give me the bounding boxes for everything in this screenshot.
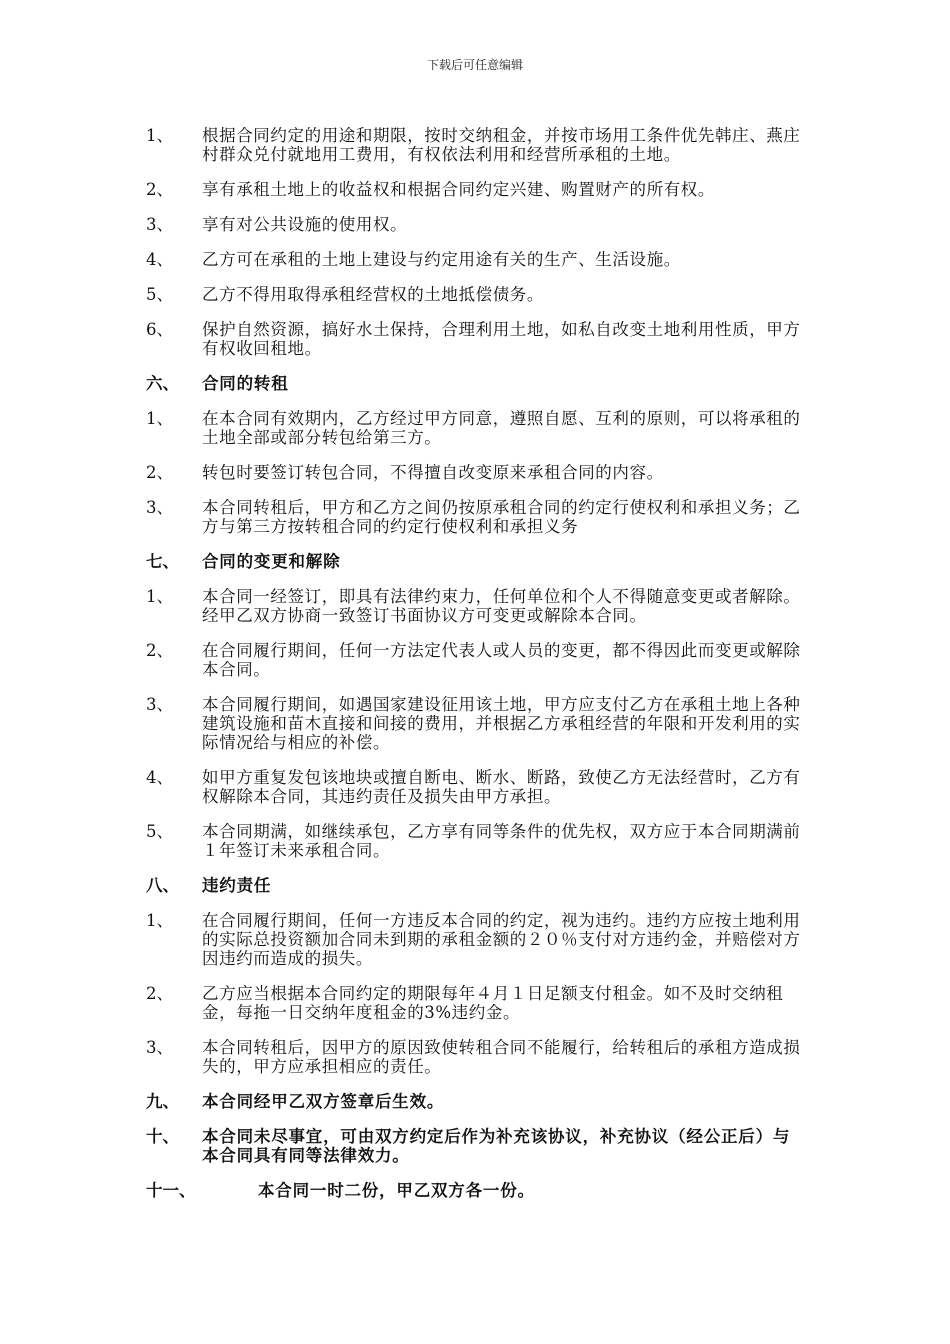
clause-text: 本合同未尽事宜，可由双方约定后作为补充该协议，补充协议（经公正后）与本合同具有同等法律效力。: [202, 1127, 791, 1165]
clause-number: 1、: [146, 409, 173, 428]
section-heading: [146, 876, 806, 895]
clause-text: 本合同一经签订，即具有法律约束力，任何单位和个人不得随意变更或者解除。经甲乙双方协商一致签订书面协议方可变更或解除本合同。: [202, 587, 801, 625]
clause-number: 6、: [146, 320, 173, 339]
clause-text: 乙方可在承租的土地上建设与约定用途有关的生产、生活设施。: [202, 250, 681, 269]
clause-text: 如甲方重复发包该地块或擅自断电、断水、断路，致使乙方无法经营时，乙方有权解除本合同，其违约责任及损失由甲方承担。: [202, 768, 801, 806]
clause-text: 违约责任: [202, 876, 272, 895]
clause-item: [146, 285, 806, 304]
clause-item: [146, 587, 806, 625]
clause-number: 2、: [146, 641, 173, 660]
clause-item: [146, 126, 806, 164]
clause-text: 合同的变更和解除: [202, 552, 341, 571]
clause-number: 3、: [146, 1038, 173, 1057]
clause-number: 1、: [146, 911, 173, 930]
clause-text: 在本合同有效期内，乙方经过甲方同意，遵照自愿、互利的原则，可以将承租的土地全部或部分转包给第三方。: [202, 409, 801, 447]
clause-number: 2、: [146, 463, 173, 482]
clause-item: [146, 768, 806, 806]
clause-text: 本合同经甲乙双方签章后生效。: [202, 1092, 445, 1111]
page-header: 下载后可任意编辑: [426, 58, 523, 72]
clause-text: 本合同转租后，因甲方的原因致使转租合同不能履行，给转租后的承租方造成损失的，甲方应承担相应的责任。: [202, 1038, 801, 1076]
clause-number: 3、: [146, 215, 173, 234]
section-heading: [146, 1127, 806, 1165]
clause-number: 九、: [146, 1092, 179, 1111]
clause-number: 5、: [146, 285, 173, 304]
clause-text: 在合同履行期间，任何一方法定代表人或人员的变更，都不得因此而变更或解除本合同。: [202, 641, 801, 679]
clause-item: [146, 695, 806, 752]
clause-number: 2、: [146, 180, 173, 199]
clause-item: [146, 463, 806, 482]
clause-number: 5、: [146, 822, 173, 841]
clause-text: 享有对公共设施的使用权。: [202, 215, 408, 234]
clause-number: 4、: [146, 250, 173, 269]
clause-item: [146, 984, 806, 1022]
clause-item: [146, 250, 806, 269]
clause-number: 3、: [146, 498, 173, 517]
clause-number: 4、: [146, 768, 173, 787]
clause-item: [146, 320, 806, 358]
clause-number: 十、: [146, 1127, 179, 1146]
clause-item: [146, 498, 806, 536]
clause-text: 本合同期满，如继续承包，乙方享有同等条件的优先权，双方应于本合同期满前１年签订未来承租合同。: [202, 822, 801, 860]
clause-text: 享有承租土地上的收益权和根据合同约定兴建、购置财产的所有权。: [202, 180, 715, 199]
clause-text: 本合同履行期间，如遇国家建设征用该土地，甲方应支付乙方在承租土地上各种建筑设施和苗木直接和间接的费用，并根据乙方承租经营的年限和开发利用的实际情况给与相应的补偿。: [202, 695, 801, 752]
clause-number: 1、: [146, 587, 173, 606]
section-heading: [146, 552, 806, 571]
clause-text: 本合同一时二份，甲乙双方各一份。: [258, 1181, 535, 1200]
clause-number: 2、: [146, 984, 173, 1003]
section-heading: [146, 1181, 806, 1200]
clause-item: [146, 822, 806, 860]
clause-text: 在合同履行期间，任何一方违反本合同的约定，视为违约。违约方应按土地利用的实际总投资额加合同未到期的承租金额的２０％支付对方违约金，并赔偿对方因违约而造成的损失。: [202, 911, 801, 968]
clause-text: 根据合同约定的用途和期限，按时交纳租金，并按市场用工条件优先韩庄、燕庄村群众兑付就地用工费用，有权依法利用和经营所承租的土地。: [202, 126, 801, 164]
section-heading: [146, 374, 806, 393]
clause-number: 十一、: [146, 1181, 196, 1200]
clause-text: 乙方应当根据本合同约定的期限每年４月１日足额支付租金。如不及时交纳租金，每拖一日交纳年度租金的3%违约金。: [202, 984, 784, 1022]
clause-number: 八、: [146, 876, 179, 895]
clause-item: [146, 911, 806, 968]
clause-item: [146, 1038, 806, 1076]
clause-number: 1、: [146, 126, 173, 145]
contract-body: [146, 126, 806, 1216]
section-heading: [146, 1092, 806, 1111]
clause-text: 本合同转租后，甲方和乙方之间仍按原承租合同的约定行使权利和承担义务；乙方与第三方按转租合同的约定行使权利和承担义务: [202, 498, 801, 536]
clause-item: [146, 180, 806, 199]
clause-text: 转包时要签订转包合同，不得擅自改变原来承租合同的内容。: [202, 463, 664, 482]
clause-number: 七、: [146, 552, 179, 571]
clause-item: [146, 641, 806, 679]
clause-number: 六、: [146, 374, 179, 393]
clause-text: 合同的转租: [202, 374, 289, 393]
clause-number: 3、: [146, 695, 173, 714]
clause-text: 保护自然资源，搞好水土保持，合理利用土地，如私自改变土地利用性质，甲方有权收回租地。: [202, 320, 801, 358]
clause-item: [146, 409, 806, 447]
clause-item: [146, 215, 806, 234]
clause-text: 乙方不得用取得承租经营权的土地抵偿债务。: [202, 285, 544, 304]
